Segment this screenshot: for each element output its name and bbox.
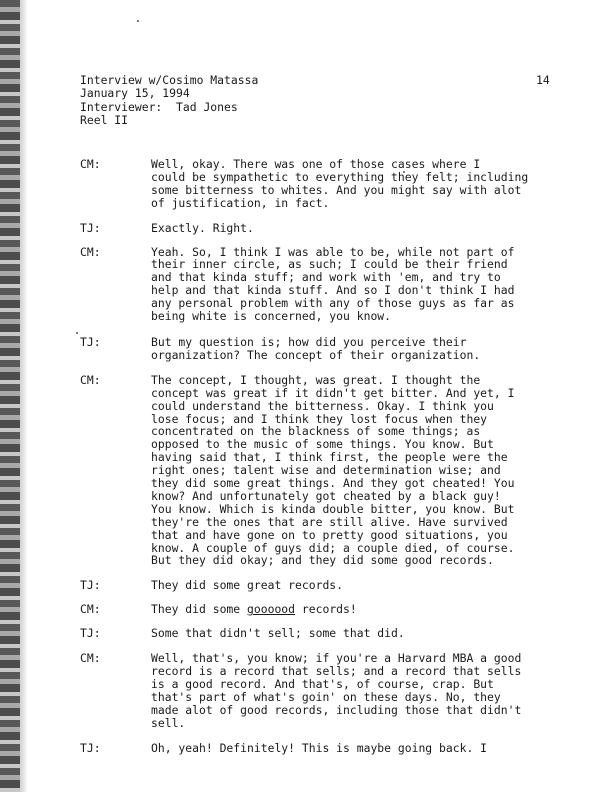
- turn-text: [151, 336, 551, 362]
- text-line: help and that kinda stuff. And so I don't think I had: [151, 283, 515, 298]
- text-line: lose focus; and I think they lost focus when they: [151, 411, 488, 426]
- text-segment: They did some: [151, 602, 248, 617]
- text-line: could be sympathetic to everything they felt; including: [151, 169, 529, 184]
- text-line: they're the ones that are still alive. Have survived: [151, 514, 508, 529]
- text-line: right ones; talent wise and determination wise; and: [151, 463, 501, 478]
- text-line: of justification, in fact.: [151, 195, 330, 210]
- text-line: Oh, yeah! Definitely! This is maybe going back. I: [151, 740, 488, 755]
- turn-text: [151, 158, 551, 210]
- transcript-turn: [80, 652, 560, 729]
- text-line: and that kinda stuff; and work with 'em, and try to: [151, 270, 501, 285]
- text-line: any personal problem with any of those guys as far as: [151, 296, 515, 311]
- turn-text: [151, 742, 551, 755]
- interview-title: Interview w/Cosimo Matassa: [80, 73, 259, 87]
- transcript-turn: [80, 627, 560, 640]
- text-line: made alot of good records, including those that didn't: [151, 702, 522, 717]
- text-line: concentrated on the blackness of some things; as: [151, 424, 481, 439]
- scan-speck: [137, 20, 139, 22]
- text-line: But my question is; how did you perceive their: [151, 334, 467, 349]
- speaker-label: TJ:: [80, 740, 101, 755]
- text-line: their inner circle, as such; I could be their friend: [151, 257, 508, 272]
- text-line: some bitterness to whites. And you might say with alot: [151, 182, 522, 197]
- turn-text: [151, 222, 551, 235]
- text-line: But they did okay; and they did some good records.: [151, 553, 494, 568]
- transcript-turn: [80, 246, 560, 323]
- text-line: The concept, I thought, was great. I thought the: [151, 372, 481, 387]
- speaker-label: TJ:: [80, 626, 101, 641]
- binding-shadow: [20, 0, 28, 792]
- text-line: Well, okay. There was one of those cases where I: [151, 157, 481, 171]
- text-line: that's part of what's goin' on these days. No, they: [151, 689, 501, 704]
- text-line: they did some great things. And they got cheated! You: [151, 476, 515, 491]
- text-line: Some that didn't sell; some that did.: [151, 626, 405, 641]
- turn-text: [151, 579, 551, 592]
- text-line: having said that, I think first, the people were the: [151, 450, 508, 465]
- turn-text: [151, 627, 551, 640]
- speaker-label: CM:: [80, 157, 101, 171]
- transcript-turn: [80, 579, 560, 592]
- text-line: know. A couple of guys did; a couple died, of course.: [151, 540, 515, 555]
- transcript-body: [80, 158, 560, 754]
- text-line: is a good record. And that's, of course, crap. But: [151, 676, 494, 691]
- scan-speck: [76, 332, 78, 334]
- transcript-turn: [80, 158, 560, 210]
- text-line: Well, that's, you know; if you're a Harvard MBA a good: [151, 651, 522, 666]
- text-line: organization? The concept of their organization.: [151, 347, 481, 362]
- text-line: Exactly. Right.: [151, 220, 254, 235]
- speaker-label: TJ:: [80, 220, 101, 235]
- speaker-label: CM:: [80, 602, 101, 617]
- transcript-turn: [80, 603, 560, 616]
- text-line: being white is concerned, you know.: [151, 309, 392, 324]
- turn-text: [151, 603, 551, 616]
- text-line: know? And unfortunately got cheated by a black guy!: [151, 488, 501, 503]
- text-line: You know. Which is kinda double bitter, you know. But: [151, 501, 515, 516]
- turn-text: [151, 652, 551, 729]
- text-line: Yeah. So, I think I was able to be, while not part of: [151, 244, 515, 259]
- text-line: sell.: [151, 715, 186, 730]
- text-line: that and have gone on to pretty good situations, you: [151, 527, 508, 542]
- turn-text: [151, 246, 551, 323]
- interviewer-line: Interviewer: Tad Jones: [80, 99, 238, 114]
- text-line: could understand the bitterness. Okay. I think you: [151, 398, 494, 413]
- text-line: record is a record that sells; and a record that sells: [151, 664, 522, 678]
- transcript-turn: [80, 222, 560, 235]
- turn-text: [151, 374, 551, 568]
- speaker-label: CM:: [80, 372, 101, 387]
- speaker-label: TJ:: [80, 578, 101, 593]
- text-line: concept was great if it didn't get bitter. And yet, I: [151, 385, 515, 400]
- speaker-label: CM:: [80, 244, 101, 259]
- text-line: opposed to the music of some things. You know. But: [151, 437, 494, 452]
- text-segment: records!: [295, 602, 357, 617]
- text-line: [151, 603, 551, 616]
- document-header: [80, 74, 550, 128]
- page-number: 14: [536, 73, 550, 87]
- binding-edge: [0, 0, 20, 792]
- transcript-turn: [80, 374, 560, 568]
- interview-date: January 15, 1994: [80, 86, 190, 101]
- speaker-label: CM:: [80, 651, 101, 666]
- reel-label: Reel II: [80, 113, 129, 128]
- transcript-turn: [80, 336, 560, 362]
- speaker-label: TJ:: [80, 334, 101, 349]
- transcript-turn: [80, 742, 560, 755]
- emphasized-word: goooood: [247, 602, 296, 617]
- text-line: They did some great records.: [151, 578, 344, 593]
